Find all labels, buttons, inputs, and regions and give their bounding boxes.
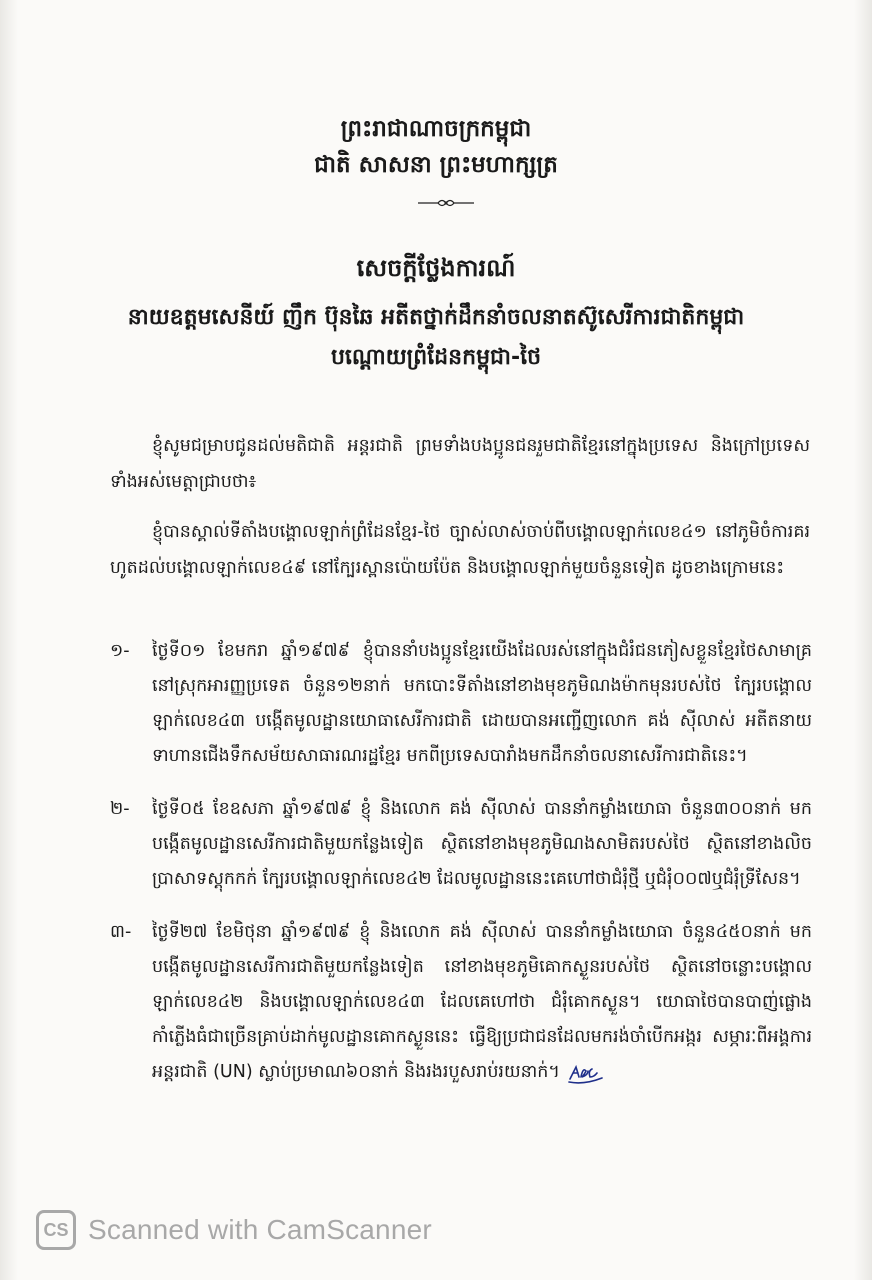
intro-paragraph xyxy=(110,428,810,500)
list-item-number: ១- xyxy=(110,641,130,661)
kingdom-heading: ព្រះរាជាណាចក្រកម្ពុជា xyxy=(340,116,532,142)
document-type-heading: សេចក្តីថ្លែងការណ៍ xyxy=(356,254,516,282)
list-item-text: ថ្ងៃទី០១ ខែមករា ឆ្នាំ១៩៧៩ ខ្ញុំបាននាំបងប្អូនខ្មែរយើងដែលរស់នៅក្នុងជំរំជនភៀសខ្លួនខ្មែរថៃសាមាគ្រ នៅស្រុកអារញ្ញប្រទេត ចំនួន១២នាក់ មកបោះទីតាំងនៅខាងមុខភូមិណងម៉ាកមុនរបស់ថៃ ក្បែរបង្គោលឡាក់លេខ៤៣ បង្កើតមូលដ្ឋានយោធាសេរីការជាតិ ដោយបានអញ្ជើញលោក គង់ ស៊ីលាស់ អតីតនាយទាហានជើងទឹកសម័យសាធារណរដ្ឋខ្មែរ មកពីប្រទេសបារាំងមកដឹកនាំចលនាសេរីការជាតិនេះ។ xyxy=(152,641,812,766)
list-item xyxy=(110,915,812,1090)
national-motto: ជាតិ សាសនា ព្រះមហាក្សត្រ xyxy=(314,152,558,178)
list-item-text: ថ្ងៃទី០៥ ខែឧសភា ឆ្នាំ១៩៧៩ ខ្ញុំ និងលោក គង់ ស៊ីលាស់ បាននាំកម្លាំងយោធា ចំនួន៣០០នាក់ មកបង្កើតមូលដ្ឋានសេរីការជាតិមួយកន្លែងទៀត ស្ថិតនៅខាងមុខភូមិណងសាមិតរបស់ថៃ ស្ថិតនៅខាងលិចប្រាសាទស្តុកកក់ ក្បែរបង្គោលឡាក់លេខ៤២ ដែលមូលដ្ឋាននេះគេហៅថាជំរុំថ្មី ឬជំរុំ០០៧ឬជំរុំទ្រីសែន។ xyxy=(152,799,812,889)
document-title-line-1: នាយឧត្តមសេនីយ៍ ញឹក ប៊ុនឆៃ អតីតថ្នាក់ដឹកនាំចលនាតស៊ូសេរីការជាតិកម្ពុជា xyxy=(127,305,745,330)
events-list xyxy=(110,634,812,1108)
intro-text: ខ្ញុំសូមជម្រាបជូនដល់មតិជាតិ អន្តរជាតិ ព្រមទាំងបងប្អូនជនរួមជាតិខ្មែរនៅក្នុងប្រទេស និងក្រៅប្រទេសទាំងអស់មេត្តាជ្រាបថា៖ xyxy=(110,436,810,492)
border-markers-text: ខ្ញុំបានស្គាល់ទីតាំងបង្គោលឡាក់ព្រំដែនខ្មែរ-ថៃ ច្បាស់លាស់ចាប់ពីបង្គោលឡាក់លេខ៤១ នៅភូមិចំការគរ ហូតដល់បង្គោលឡាក់លេខ៤៩ នៅក្បែរស្ពានប៉ោយប៉ែត និងបង្គោលឡាក់មួយចំនួនទៀត ដូចខាងក្រោមនេះ xyxy=(110,522,810,578)
list-item-number: ២- xyxy=(110,799,130,819)
camscanner-logo-icon: CS xyxy=(36,1210,76,1250)
border-markers-paragraph xyxy=(110,514,810,586)
list-item-text: ថ្ងៃទី២៧ ខែមិថុនា ឆ្នាំ១៩៧៩ ខ្ញុំ និងលោក គង់ ស៊ីលាស់ បាននាំកម្លាំងយោធា ចំនួន៤៥០នាក់ មកបង្កើតមូលដ្ឋានសេរីការជាតិមួយកន្លែងទៀត នៅខាងមុខភូមិគោកស្ងួនរបស់ថៃ ស្ថិតនៅចន្លោះបង្គោលឡាក់លេខ៤២ និងបង្គោលឡាក់លេខ៤៣ ដែលគេហៅថា ជំរុំគោកស្ងួន។ យោធាថៃបានបាញ់ផ្លោងកាំភ្លើងធំជាច្រើនគ្រាប់ដាក់មូលដ្ឋានគោកស្ងួននេះ ធ្វើឱ្យប្រជាជនដែលមករង់ចាំបើកអង្ករ សម្ភារៈពីអង្គការអន្តរជាតិ (UN) ស្លាប់ប្រមាណ៦០នាក់ និងរងរបួសរាប់រយនាក់។ xyxy=(152,922,812,1082)
document-title-line-2: បណ្តោយព្រំដែនកម្ពុជា-ថៃ xyxy=(330,345,542,370)
scanner-watermark-text: Scanned with CamScanner xyxy=(88,1214,432,1245)
list-item xyxy=(110,792,812,897)
document-title xyxy=(60,298,812,378)
initials-signature-icon xyxy=(566,1059,606,1085)
scanner-watermark xyxy=(36,1206,432,1254)
list-item xyxy=(110,634,812,774)
divider-ornament-icon xyxy=(416,196,476,210)
list-item-number: ៣- xyxy=(110,922,132,942)
